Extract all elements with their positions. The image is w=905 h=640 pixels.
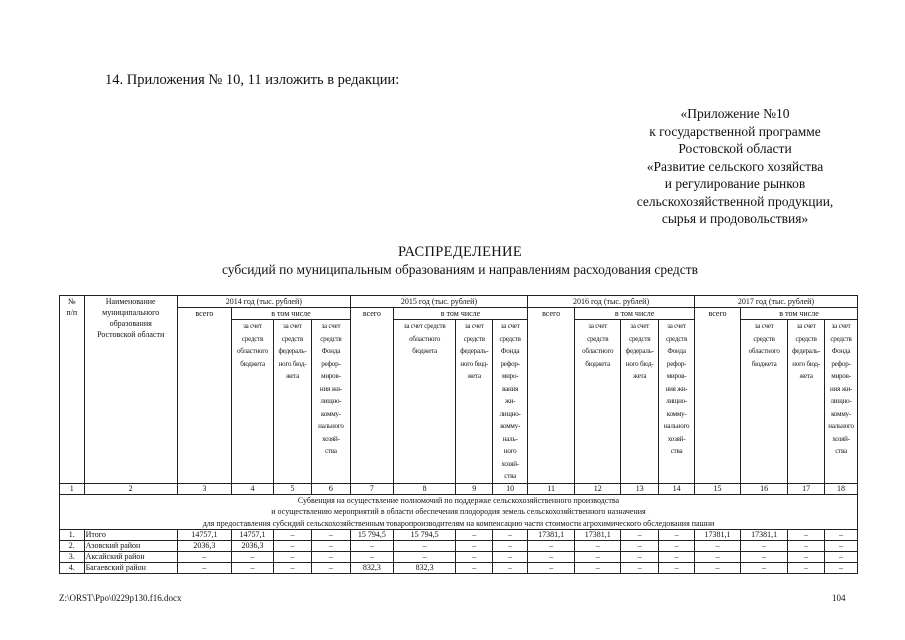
value-cell: – [274, 541, 312, 552]
value-cell: – [788, 552, 825, 563]
appendix-line: сырья и продовольствия» [661, 211, 809, 226]
header-year-2015: 2015 год (тыс. рублей) [350, 296, 527, 308]
column-number-cell: 6 [311, 483, 350, 494]
value-cell: – [528, 541, 575, 552]
value-cell: – [659, 530, 695, 541]
value-cell: – [274, 530, 312, 541]
value-cell: – [825, 541, 858, 552]
value-cell: – [393, 541, 455, 552]
value-cell: – [311, 541, 350, 552]
value-cell: 14757,1 [177, 530, 231, 541]
value-cell: 2036,3 [177, 541, 231, 552]
table-row [60, 563, 858, 574]
value-cell: – [621, 530, 659, 541]
value-cell: – [493, 530, 528, 541]
table-body [60, 530, 858, 574]
value-cell: – [528, 563, 575, 574]
value-cell: – [621, 541, 659, 552]
value-cell: – [695, 563, 741, 574]
value-cell: – [825, 552, 858, 563]
value-cell: 15 794,5 [350, 530, 393, 541]
value-cell: 17381,1 [695, 530, 741, 541]
header-row-number: № п/п [60, 296, 85, 484]
value-cell: – [695, 541, 741, 552]
column-number-cell: 9 [456, 483, 493, 494]
value-cell: 17381,1 [741, 530, 788, 541]
table-row [60, 530, 858, 541]
value-cell: – [659, 563, 695, 574]
value-cell: – [393, 552, 455, 563]
municipality-cell: Аксайский район [84, 552, 177, 563]
column-number-row [60, 483, 858, 494]
value-cell: – [695, 552, 741, 563]
value-cell: – [311, 530, 350, 541]
column-number-cell: 14 [659, 483, 695, 494]
appendix-line: сельскохозяйственной продукции, [636, 193, 834, 209]
distribution-table [59, 295, 858, 574]
appendix-line: «Приложение №10 [680, 106, 790, 121]
column-number-cell: 11 [528, 483, 575, 494]
value-cell: – [350, 552, 393, 563]
column-number-cell: 8 [393, 483, 455, 494]
value-cell: – [177, 552, 231, 563]
header-housing-fund: за счет средств Фонда рефор- миро- вания жи- лищно- комму- наль- ного хозяй- ства [493, 320, 528, 484]
header-year-2014: 2014 год (тыс. рублей) [177, 296, 350, 308]
header-total: всего [177, 308, 231, 484]
document-subtitle: субсидий по муниципальным образованиям и направлениям расходования средств [221, 262, 699, 277]
header-housing-fund: за счет средств Фонда рефор- миров- ния жи- лищно- комму- нального хозяй- ства [311, 320, 350, 484]
value-cell: – [825, 563, 858, 574]
value-cell: – [456, 541, 493, 552]
value-cell: – [788, 530, 825, 541]
municipality-cell: Итого [84, 530, 177, 541]
document-title: РАСПРЕДЕЛЕНИЕ [398, 244, 522, 260]
column-number-cell: 5 [274, 483, 312, 494]
value-cell: – [274, 552, 312, 563]
appendix-line: «Развитие сельского хозяйства [646, 158, 824, 174]
value-cell: – [621, 563, 659, 574]
value-cell: – [274, 563, 312, 574]
value-cell: 2036,3 [232, 541, 274, 552]
page-number: 104 [832, 593, 846, 603]
value-cell: – [177, 563, 231, 574]
table-row [60, 541, 858, 552]
value-cell: – [741, 541, 788, 552]
value-cell: – [232, 563, 274, 574]
value-cell: – [788, 563, 825, 574]
value-cell: – [456, 563, 493, 574]
row-number-cell: 2. [60, 541, 85, 552]
header-housing-fund: за счет средств Фонда рефор- миров- ния жи- лищно- комму- нального хозяй- ства [659, 320, 695, 484]
value-cell: – [575, 552, 621, 563]
value-cell: – [311, 563, 350, 574]
header-regional-budget: за счет средств областного бюджета [232, 320, 274, 484]
column-number-cell: 17 [788, 483, 825, 494]
header-year-2016: 2016 год (тыс. рублей) [528, 296, 695, 308]
value-cell: – [825, 530, 858, 541]
value-cell: – [575, 541, 621, 552]
value-cell: 17381,1 [575, 530, 621, 541]
value-cell: – [350, 541, 393, 552]
value-cell: – [493, 563, 528, 574]
header-total: всего [695, 308, 741, 484]
header-federal-budget: за счет средств федераль- ного бюд- жета [621, 320, 659, 484]
footer-file-path: Z:\ORST\Ppo\0229p130.f16.docx [59, 593, 182, 603]
header-total: всего [528, 308, 575, 484]
row-number-cell: 3. [60, 552, 85, 563]
appendix-line: и регулирование рынков [664, 176, 806, 191]
table-row [60, 552, 858, 563]
row-number-cell: 1. [60, 530, 85, 541]
value-cell: 17381,1 [528, 530, 575, 541]
municipality-cell: Азовский район [84, 541, 177, 552]
header-including: в том числе [232, 308, 351, 320]
value-cell: – [788, 541, 825, 552]
intro-paragraph: 14. Приложения № 10, 11 изложить в редакции: [105, 72, 400, 88]
header-regional-budget: за счет средств областного бюджета [575, 320, 621, 484]
value-cell: – [456, 530, 493, 541]
header-housing-fund: за счет средств Фонда рефор- миров- ния жи- лищно- комму- нального хозяй- ства [825, 320, 858, 484]
column-number-cell: 7 [350, 483, 393, 494]
value-cell: – [659, 552, 695, 563]
column-number-cell: 10 [493, 483, 528, 494]
column-number-cell: 12 [575, 483, 621, 494]
value-cell: – [493, 541, 528, 552]
header-federal-budget: за счет средств федераль- ного бюд- жета [274, 320, 312, 484]
value-cell: – [741, 552, 788, 563]
value-cell: – [659, 541, 695, 552]
header-including: в том числе [393, 308, 527, 320]
row-number-cell: 4. [60, 563, 85, 574]
header-municipality: Наименование муниципального образования Ростовской области [84, 296, 177, 484]
value-cell: – [741, 563, 788, 574]
header-including: в том числе [575, 308, 695, 320]
column-number-cell: 2 [84, 483, 177, 494]
appendix-line: к государственной программе [649, 123, 821, 139]
value-cell: – [621, 552, 659, 563]
appendix-line: Ростовской области [678, 141, 792, 156]
value-cell: – [456, 552, 493, 563]
column-number-cell: 13 [621, 483, 659, 494]
header-regional-budget: за счет средств областного бюджета [393, 320, 455, 484]
value-cell: 15 794,5 [393, 530, 455, 541]
header-federal-budget: за счет средств федераль- ного бюд- жета [788, 320, 825, 484]
header-total: всего [350, 308, 393, 484]
column-number-cell: 16 [741, 483, 788, 494]
column-number-cell: 1 [60, 483, 85, 494]
value-cell: 14757,1 [232, 530, 274, 541]
value-cell: – [575, 563, 621, 574]
header-year-2017: 2017 год (тыс. рублей) [695, 296, 858, 308]
appendix-header [590, 105, 880, 228]
municipality-cell: Багаевский район [84, 563, 177, 574]
column-number-cell: 15 [695, 483, 741, 494]
value-cell: – [311, 552, 350, 563]
column-number-cell: 18 [825, 483, 858, 494]
value-cell: 832,3 [350, 563, 393, 574]
value-cell: – [528, 552, 575, 563]
column-number-cell: 4 [232, 483, 274, 494]
header-federal-budget: за счет средств федераль- ного бюд- жета [456, 320, 493, 484]
value-cell: – [232, 552, 274, 563]
value-cell: 832,3 [393, 563, 455, 574]
value-cell: – [493, 552, 528, 563]
section-title: Субвенция на осуществление полномочий по поддержке сельскохозяйственного производства и осуществлению мероприятий в области обеспечения плодородия земель сельскохозяйственного назначения для предоставления субсидий сельскохозяйственным товаропроизводителям на компенсацию части стоимости агрохимического обследования пашни [60, 494, 858, 530]
column-number-cell: 3 [177, 483, 231, 494]
header-including: в том числе [741, 308, 858, 320]
header-regional-budget: за счет средств областного бюджета [741, 320, 788, 484]
